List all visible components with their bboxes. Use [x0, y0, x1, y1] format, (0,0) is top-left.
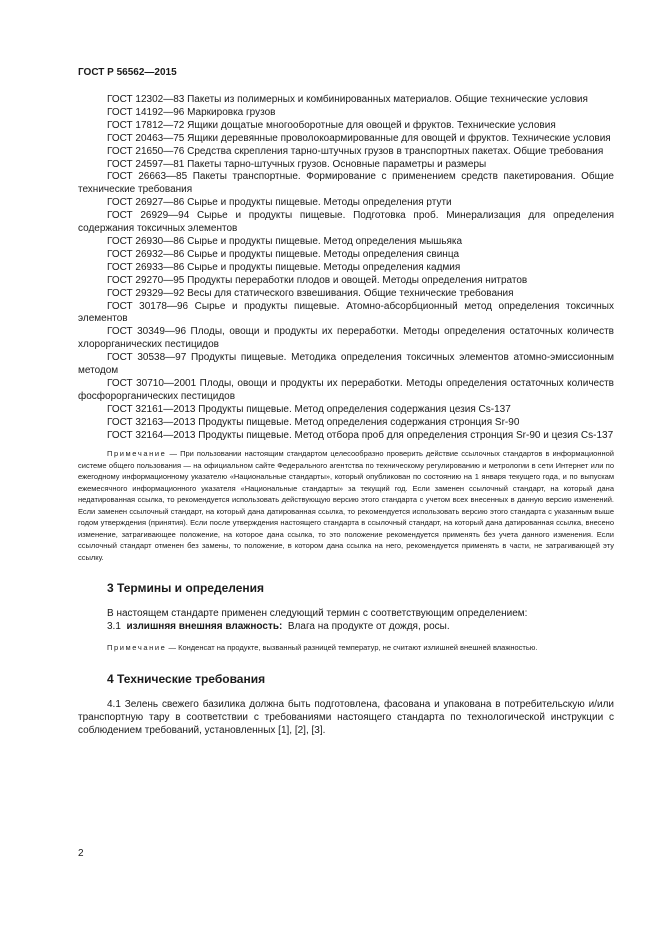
section-4-heading: 4 Технические требования [107, 671, 266, 686]
reference-item: ГОСТ 20463—75 Ящики деревянные проволокоармированные для овощей и фруктов. Технические условия [107, 132, 611, 144]
section-3-heading: 3 Термины и определения [107, 581, 265, 596]
section-4-paragraph: 4.1 Зелень свежего базилика должна быть подготовлена, фасована и упакована в потребительскую и/или транспортную тару в соответствии с требованиями настоящего стандарта по технологической инструкции с соблюдением требований, установленных [1], [2], [3]. [78, 698, 614, 736]
page-content [78, 94, 614, 738]
reference-item: ГОСТ 29270—95 Продукты переработки плодов и овощей. Методы определения нитратов [107, 274, 528, 286]
reference-item: ГОСТ 24597—81 Пакеты тарно-штучных грузов. Основные параметры и размеры [107, 158, 487, 170]
reference-item: ГОСТ 26663—85 Пакеты транспортные. Формирование с применением средств пакетирования. Общие технические требования [78, 171, 614, 196]
references-list [78, 94, 614, 442]
reference-item: ГОСТ 32163—2013 Продукты пищевые. Метод определения содержания стронция Sr-90 [107, 416, 520, 428]
term-definition [78, 621, 614, 634]
reference-item: ГОСТ 26930—86 Сырье и продукты пищевые. Метод определения мышьяка [107, 235, 463, 247]
reference-item: ГОСТ 30178—96 Сырье и продукты пищевые. Атомно-абсорбционный метод определения токсичных элементов [78, 300, 614, 325]
note-label: Примечание [107, 449, 167, 459]
reference-item: ГОСТ 21650—76 Средства скрепления тарно-штучных грузов в транспортных пакетах. Общие требования [107, 145, 604, 157]
document-header: ГОСТ Р 56562—2015 [78, 67, 177, 78]
term-number: 3.1 [107, 621, 121, 633]
section-3-intro: В настоящем стандарте применен следующий термин с соответствующим определением: [107, 608, 528, 620]
term-name: излишняя внешняя влажность: [126, 621, 283, 633]
references-note [78, 448, 614, 563]
note-text: — При пользовании настоящим стандартом целесообразно проверить действие ссылочных стандартов в информационной системе общего пользования — на официальном сайте Федерального агентства по техническому регулированию и метрологии в сети Интернет или по ежегодному информационному указателю «Национальные стандарты», который опубликован по состоянию на 1 января текущего года, и по выпускам ежемесячного информационного указателя «Национальные стандарты» за текущий год. Если заменен ссылочный стандарт, на который дана недатированная ссылка, то рекомендуется использовать действующую версию этого стандарта с учетом всех внесенных в данную версию изменений. Если заменен ссылочный стандарт, на который дана датированная ссылка, то рекомендуется использовать версию этого стандарта с указанным выше годом утверждения (принятия). Если после утверждения настоящего стандарта в ссылочный стандарт, на который дана датированная ссылка, внесено изменение, затрагивающее положение, на которое дана ссылка, то это положение рекомендуется применять без учета данного изменения. Если ссылочный стандарт отменен без замены, то положение, в котором дана ссылка на него, рекомендуется применять в части, не затрагивающей эту ссылку. [78, 449, 614, 562]
term-note-label: Примечание [107, 643, 167, 653]
reference-item: ГОСТ 32164—2013 Продукты пищевые. Метод отбора проб для определения стронция Sr-90 и цезия Cs-137 [107, 429, 614, 441]
term-note-text: — Конденсат на продукте, вызванный разницей температур, не считают излишней внешней влажностью. [166, 643, 538, 653]
reference-item: ГОСТ 26929—94 Сырье и продукты пищевые. Подготовка проб. Минерализация для определения содержания токсичных элементов [78, 210, 614, 235]
reference-item: ГОСТ 12302—83 Пакеты из полимерных и комбинированных материалов. Общие технические условия [107, 94, 588, 105]
reference-item: ГОСТ 17812—72 Ящики дощатые многооборотные для овощей и фруктов. Технические условия [107, 119, 556, 131]
term-definition-text: Влага на продукте от дождя, росы. [287, 621, 450, 633]
reference-item: ГОСТ 26927—86 Сырье и продукты пищевые. Методы определения ртути [107, 197, 452, 209]
reference-item: ГОСТ 26933—86 Сырье и продукты пищевые. Методы определения кадмия [107, 261, 461, 273]
term-note [78, 642, 614, 654]
reference-item: ГОСТ 14192—96 Маркировка грузов [107, 106, 276, 118]
reference-item: ГОСТ 30710—2001 Плоды, овощи и продукты их переработки. Методы определения остаточных количеств фосфорорганических пестицидов [78, 377, 614, 402]
reference-item: ГОСТ 29329—92 Весы для статического взвешивания. Общие технические требования [107, 287, 514, 299]
reference-item: ГОСТ 30538—97 Продукты пищевые. Методика определения токсичных элементов атомно-эмиссионным методом [78, 352, 614, 377]
page-number: 2 [78, 848, 84, 859]
reference-item: ГОСТ 30349—96 Плоды, овощи и продукты их переработки. Методы определения остаточных количеств хлорорганических пестицидов [78, 326, 614, 351]
reference-item: ГОСТ 26932—86 Сырье и продукты пищевые. Методы определения свинца [107, 248, 460, 260]
reference-item: ГОСТ 32161—2013 Продукты пищевые. Метод определения содержания цезия Cs-137 [107, 403, 511, 415]
